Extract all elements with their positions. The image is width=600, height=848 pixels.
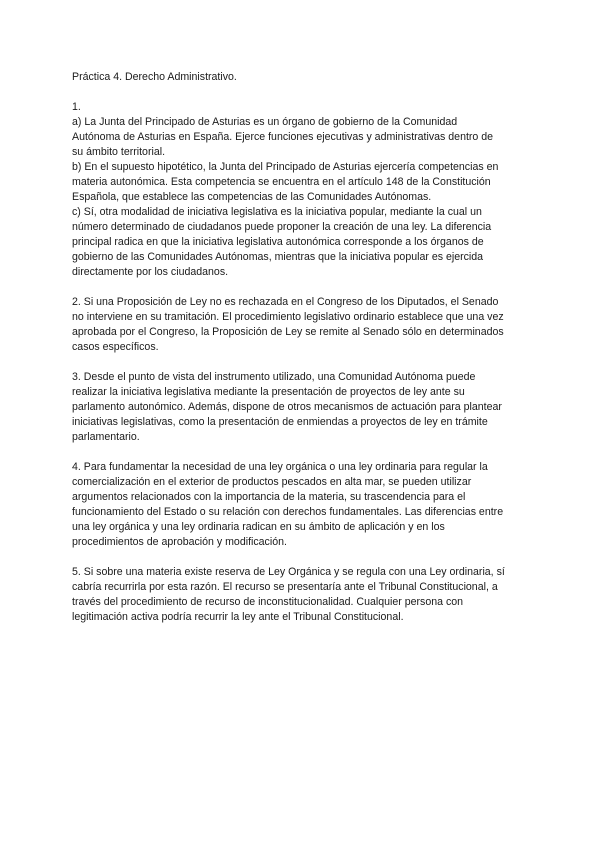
spacer	[72, 85, 542, 100]
text-line: parlamentario.	[72, 431, 140, 443]
text-line: iniciativas legislativas, como la presentación de enmiendas a proyectos de ley en trámite	[72, 416, 488, 428]
text-line: cabría recurrirla por esta razón. El recurso se presentaría ante el Tribunal Constitucional, a	[72, 581, 498, 593]
spacer	[72, 550, 542, 565]
text-line: no interviene en su tramitación. El procedimiento legislativo ordinario establece que una vez	[72, 311, 504, 323]
spacer	[72, 445, 542, 460]
text-line: Española, que establece las competencias de las Comunidades Autónomas.	[72, 191, 432, 203]
text-line: una ley orgánica y una ley ordinaria radican en su ámbito de aplicación y en los	[72, 521, 445, 533]
text-line: casos específicos.	[72, 341, 159, 353]
text-line: principal radica en que la iniciativa legislativa autonómica corresponde a los órganos de	[72, 236, 484, 248]
text-line: 5. Si sobre una materia existe reserva de Ley Orgánica y se regula con una Ley ordinaria, sí	[72, 566, 505, 578]
answer-1b	[72, 160, 542, 205]
question-1-number: 1.	[72, 101, 81, 113]
text-line: directamente por los ciudadanos.	[72, 266, 229, 278]
text-line: c) Sí, otra modalidad de iniciativa legislativa es la iniciativa popular, mediante la cual un	[72, 206, 482, 218]
text-line: argumentos relacionados con la importancia de la materia, su trascendencia para el	[72, 491, 466, 503]
text-line: través del procedimiento de recurso de inconstitucionalidad. Cualquier persona con	[72, 596, 464, 608]
question-3	[72, 370, 542, 445]
text-line: b) En el supuesto hipotético, la Junta del Principado de Asturias ejercería competencias en	[72, 161, 499, 173]
text-line: materia autonómica. Esta competencia se encuentra en el artículo 148 de la Constitución	[72, 176, 491, 188]
text-line: a) La Junta del Principado de Asturias es un órgano de gobierno de la Comunidad	[72, 116, 458, 128]
question-4	[72, 460, 542, 550]
text-line: número determinado de ciudadanos puede proponer la creación de una ley. La diferencia	[72, 221, 492, 233]
text-line: 3. Desde el punto de vista del instrumento utilizado, una Comunidad Autónoma puede	[72, 371, 476, 383]
spacer	[72, 355, 542, 370]
text-line: 2. Si una Proposición de Ley no es rechazada en el Congreso de los Diputados, el Senado	[72, 296, 499, 308]
text-line: procedimientos de aprobación y modificación.	[72, 536, 287, 548]
text-line: 4. Para fundamentar la necesidad de una ley orgánica o una ley ordinaria para regular la	[72, 461, 488, 473]
text-line: gobierno de las Comunidades Autónomas, mientras que la iniciativa popular es ejercida	[72, 251, 484, 263]
document-title: Práctica 4. Derecho Administrativo.	[72, 71, 237, 83]
answer-1c	[72, 205, 542, 280]
text-line: comercialización en el exterior de productos pescados en alta mar, se pueden utilizar	[72, 476, 472, 488]
text-line: legitimación activa podría recurrir la ley ante el Tribunal Constitucional.	[72, 611, 404, 623]
text-line: aprobada por el Congreso, la Proposición de Ley se remite al Senado sólo en determinados	[72, 326, 504, 338]
question-5	[72, 565, 542, 625]
document-page	[72, 70, 542, 625]
text-line: parlamento autonómico. Además, dispone de otros mecanismos de actuación para plantear	[72, 401, 502, 413]
question-1	[72, 100, 542, 280]
text-line: Autónoma de Asturias en España. Ejerce funciones ejecutivas y administrativas dentro de	[72, 131, 494, 143]
text-line: su ámbito territorial.	[72, 146, 166, 158]
text-line: realizar la iniciativa legislativa mediante la presentación de proyectos de ley ante su	[72, 386, 465, 398]
text-line: funcionamiento del Estado o su relación con derechos fundamentales. Las diferencias entre	[72, 506, 504, 518]
answer-1a	[72, 115, 542, 160]
spacer	[72, 280, 542, 295]
question-2	[72, 295, 542, 355]
